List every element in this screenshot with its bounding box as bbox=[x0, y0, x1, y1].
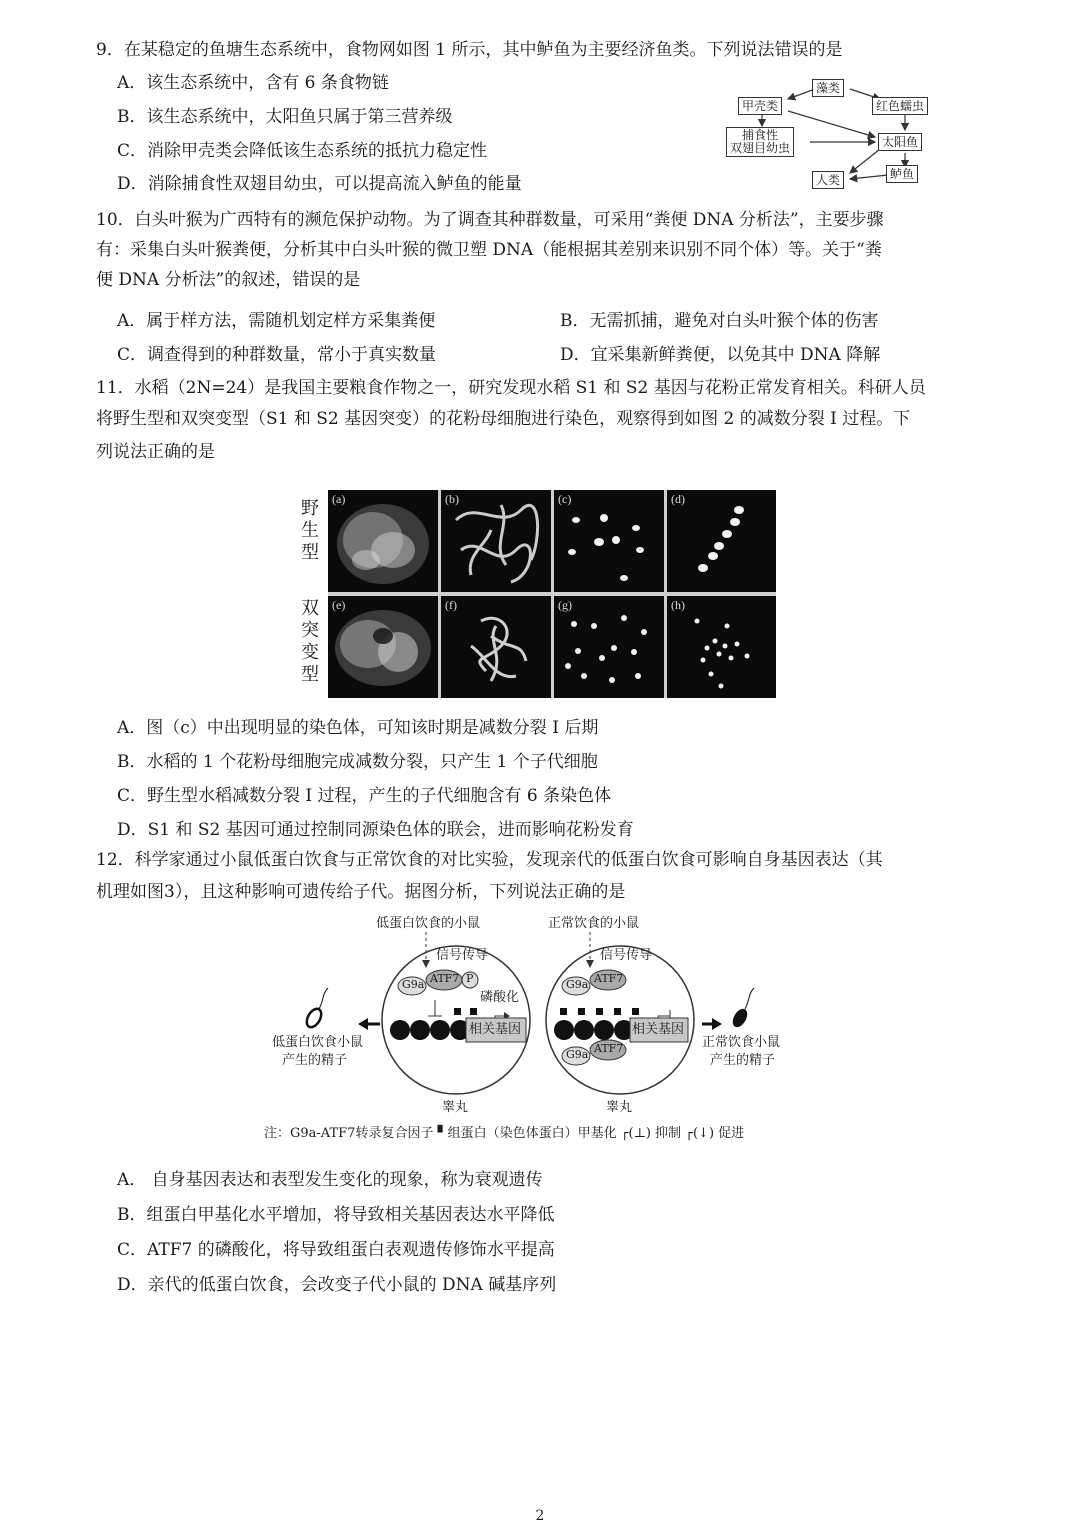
micrograph-b bbox=[441, 490, 551, 592]
food-web-node-human: 人类 bbox=[812, 171, 844, 189]
figure-legend: 注：G9a-ATF7转录复合因子 ▘组蛋白（染色体蛋白）甲基化 ┌(⊥) 抑制 ┌(↓) 促进 bbox=[264, 1126, 745, 1141]
food-web-node-algae: 藻类 bbox=[812, 79, 844, 97]
panel-label-g: (g) bbox=[558, 598, 572, 612]
label-normal-sperm-2: 产生的精子 bbox=[710, 1053, 776, 1068]
food-web-node-red-worm: 红色蠕虫 bbox=[872, 97, 928, 115]
panel-label-a: (a) bbox=[332, 492, 346, 506]
label-signal-right: 信号传导 bbox=[600, 948, 653, 963]
q12-option-d: D．亲代的低蛋白饮食，会改变子代小鼠的 DNA 碱基序列 bbox=[117, 1275, 557, 1295]
q10-line1: 10．白头叶猴为广西特有的濒危保护动物。为了调查其种群数量，可采用“粪便 DNA 分析法”，主要步骤 bbox=[96, 210, 884, 230]
q11-line2: 将野生型和双突变型（S1 和 S2 基因突变）的花粉母细胞进行染色，观察得到如图 2 的减数分裂 Ⅰ 过程。下 bbox=[96, 409, 911, 429]
label-normal-mouse: 正常饮食的小鼠 bbox=[548, 916, 640, 931]
label-normal-sperm-1: 正常饮食小鼠 bbox=[702, 1035, 781, 1050]
meiosis-micrograph-figure bbox=[296, 488, 780, 700]
epigenetics-diagram bbox=[270, 912, 830, 1148]
micrograph-grid bbox=[328, 490, 776, 698]
q11-option-a: A．图（c）中出现明显的染色体，可知该时期是减数分裂 Ⅰ 后期 bbox=[117, 718, 599, 738]
q11-line3: 列说法正确的是 bbox=[96, 442, 215, 462]
food-web-node-crustacean: 甲壳类 bbox=[738, 97, 782, 115]
label-atf7-right-bottom: ATF7 bbox=[594, 1042, 624, 1055]
label-phosphorylation: 磷酸化 bbox=[480, 990, 520, 1005]
chromatin-threads-f bbox=[441, 596, 551, 698]
food-web-node-perch: 鲈鱼 bbox=[886, 165, 918, 183]
micrograph-e bbox=[328, 596, 438, 698]
q10-option-a: A．属于样方法，需随机划定样方采集粪便 bbox=[117, 311, 436, 331]
panel-label-h: (h) bbox=[671, 598, 685, 612]
label-p: P bbox=[466, 972, 474, 985]
micrograph-c bbox=[554, 490, 664, 592]
q9-option-c: C．消除甲壳类会降低该生态系统的抵抗力稳定性 bbox=[117, 141, 488, 161]
food-web-node-sunfish: 太阳鱼 bbox=[878, 133, 922, 151]
micrograph-a bbox=[328, 490, 438, 592]
label-gene-left: 相关基因 bbox=[469, 1022, 522, 1037]
label-g9a-right-top: G9a bbox=[566, 978, 589, 991]
q9-option-d: D．消除捕食性双翅目幼虫，可以提高流入鲈鱼的能量 bbox=[117, 174, 522, 194]
q12-option-c: C．ATF7 的磷酸化，将导致组蛋白表观遗传修饰水平提高 bbox=[117, 1240, 555, 1260]
label-low-sperm-2: 产生的精子 bbox=[282, 1053, 348, 1068]
food-web-figure bbox=[720, 75, 950, 195]
label-atf7-right-top: ATF7 bbox=[594, 972, 624, 985]
food-web-node-larva bbox=[726, 127, 794, 157]
panel-label-e: (e) bbox=[332, 598, 346, 612]
q12-line1: 12．科学家通过小鼠低蛋白饮食与正常饮食的对比实验，发现亲代的低蛋白饮食可影响自身基因表达（其 bbox=[96, 850, 883, 870]
panel-label-f: (f) bbox=[445, 598, 457, 612]
q11-option-c: C．野生型水稻减数分裂 Ⅰ 过程，产生的子代细胞含有 6 条染色体 bbox=[117, 786, 612, 806]
row-label-wild-type: 野生型 bbox=[301, 498, 319, 563]
q10-option-b: B．无需抓捕，避免对白头叶猴个体的伤害 bbox=[560, 311, 879, 331]
q9-option-b: B．该生态系统中，太阳鱼只属于第三营养级 bbox=[117, 107, 453, 127]
q10-option-d: D．宜采集新鲜粪便，以免其中 DNA 降解 bbox=[560, 345, 881, 365]
q10-line2: 有：采集白头叶猴粪便，分析其中白头叶猴的微卫塑 DNA（能根据其差别来识别不同个体）等。关于“粪 bbox=[96, 240, 882, 260]
label-testis-left: 睾丸 bbox=[442, 1100, 469, 1115]
q11-option-b: B．水稻的 1 个花粉母细胞完成减数分裂，只产生 1 个子代细胞 bbox=[117, 752, 598, 772]
label-g9a-left: G9a bbox=[402, 978, 425, 991]
label-signal-left: 信号传导 bbox=[436, 948, 489, 963]
label-g9a-right-bottom: G9a bbox=[566, 1048, 589, 1061]
q11-line1: 11．水稻（2N=24）是我国主要粮食作物之一，研究发现水稻 S1 和 S2 基因与花粉正常发育相关。科研人员 bbox=[96, 378, 926, 398]
q10-option-c: C．调查得到的种群数量，常小于真实数量 bbox=[117, 345, 437, 365]
label-low-protein-mouse: 低蛋白饮食的小鼠 bbox=[376, 916, 481, 931]
label-gene-right: 相关基因 bbox=[632, 1022, 685, 1037]
panel-label-c: (c) bbox=[558, 492, 572, 506]
q9-option-a: A．该生态系统中，含有 6 条食物链 bbox=[117, 73, 389, 93]
q12-line2: 机理如图3），且这种影响可遗传给子代。据图分析，下列说法正确的是 bbox=[96, 882, 626, 902]
page-number: 2 bbox=[535, 1508, 545, 1524]
label-atf7-left: ATF7 bbox=[430, 972, 460, 985]
epigenetics-figure bbox=[264, 912, 830, 1148]
q12-option-b: B．组蛋白甲基化水平增加，将导致相关基因表达水平降低 bbox=[117, 1205, 555, 1225]
q11-option-d: D．S1 和 S2 基因可通过控制同源染色体的联会，进而影响花粉发育 bbox=[117, 820, 634, 840]
q12-option-a: A． 自身基因表达和表型发生变化的现象，称为衰观遗传 bbox=[117, 1170, 543, 1190]
label-low-sperm-1: 低蛋白饮食小鼠 bbox=[272, 1035, 364, 1050]
row-label-double-mutant: 双突变型 bbox=[301, 598, 319, 685]
panel-label-b: (b) bbox=[445, 492, 459, 506]
micrograph-h bbox=[667, 596, 776, 698]
q9-stem: 9．在某稳定的鱼塘生态系统中，食物网如图 1 所示，其中鲈鱼为主要经济鱼类。下列说法错误的是 bbox=[96, 40, 843, 60]
food-web-larva-line1: 捕食性 bbox=[742, 128, 779, 142]
label-testis-right: 睾丸 bbox=[606, 1100, 633, 1115]
q10-line3: 便 DNA 分析法”的叙述，错误的是 bbox=[96, 270, 361, 290]
panel-label-d: (d) bbox=[671, 492, 685, 506]
micrograph-f bbox=[441, 596, 551, 698]
micrograph-d bbox=[667, 490, 776, 592]
micrograph-g bbox=[554, 596, 664, 698]
food-web-larva-line2: 双翅目幼虫 bbox=[730, 141, 791, 155]
